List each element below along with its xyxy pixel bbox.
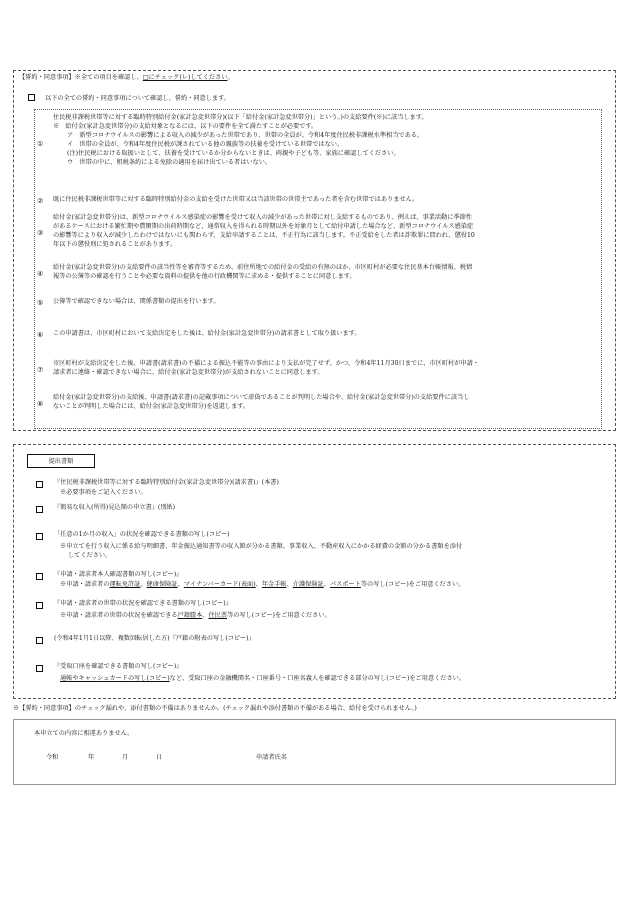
oath-items-box: ① 住民税非課税世帯等に対する臨時特別給付金(家計急変世帯分)(以下「給付金(家計急変世帯分)」という。)の支給要件(※)に該当します。 ※ 給付金(家計急変世帯分)の支給対象となるには、以下の要件を全て満たすことが必要です。 ア 新型コロナウイルスの影響による収入の減少があった世帯であり、世帯の全員が、令和4年度住民税非課税水準相当である。 イ 世帯の全員が、令和4年度住民税が課されている他の親族等の扶養を受けている世帯ではない。 (注)住民税における取扱いとして、扶養を受けているか分からないときは、両親や子ども等、家族に確認してください。 ウ 世帯の中に、租税条約による免除の適用を届け出ている者はいない。 ② 既に住民税非課税世帯等に対する臨時特別給付金の支給を受けた世帯又は当該世帯の世帯主であった者を含む世帯ではありません。 ③ 給付金(家計急変世帯分)は、新型コロナウイルス感染症の影響を受けて収入の減少があった世帯に対し支給するものであり、例えば、事業活動に季節性 があるケースにおける繁忙期や農閑期の出荷時期など、通常収入を得られる時期以外を対象月として給付申請した場合など、新型コロナウイルス感染症 の影響等により収入が減少したわけではないにも関わらず、支給申請することは、不正行為に該当します。不正受給をした者は詐欺罪に問われ、懲役10 年以下の懲役刑に処されることがあります。 ④ 給付金(家計急変世帯分)の支給要件の該当性等を審査等するため、前住所地での給付金の受給の有無のほか、市区町村が必要な住民基本台帳情報、税情 報等の公簿等の確認を行うことや必要な資料の提供を他の行政機関等に求める・提供することに同意します。 ⑤ 公簿等で確認できない場合は、関係書類の提出を行います。 ⑥ この申請書は、市区町村において支給決定をした後は、給付金(家計急変世帯分)の請求書として取り扱います。 ⑦ 市区町村が支給決定をした後、申請書(請求書)の不備による振込不能等の事由により支払が完了せず、かつ、令和4年11月30日までに、市区町村が申請・ 請求者に連絡・確認できない場合に、給付金(家計急変世帯分)が支給されないことに同意します。 ⑧ 給付金(家計急変世帯分)の支給後、申請書(請求書)の記載事項について虚偽であることが判明した場合や、給付金(家計急変世帯分)の支給要件に該当し ないことが判明した場合には、給付金(家計急変世帯分)を返還します。 [34, 109, 602, 429]
document-checkbox-2[interactable] [36, 506, 43, 513]
era-label: 令和 [46, 754, 59, 761]
month-label: 月 [122, 754, 129, 761]
documents-title: 提出書類 [27, 454, 95, 468]
documents-section: 提出書類 『住民税非課税世帯等に対する臨時特別給付金(家計急変世帯分)(請求書)』(本書) ※必要事項をご記入ください。 『簡易な収入(所得)見込額の申立書』(別紙) 「任意の1か月の収入」の状況を確認できる書類の写し(コピー) ※申立てを行う収入に係る給与明細書、年金振込通知書等の収入額が分かる書類、事業収入、不動産収入にかかる経費の金額の分かる書類を添付 してください。 『申請・請求者本人確認書類の写し(コピー)』 ※申請・請求者の運転免許証、健康保険証、マイナンバーカード(表面)、年金手帳、介護保険証、パスポート等の写し(コピー)をご用意ください。 『申請・請求者の世帯の状況を確認できる書類の写し(コピー)』 ※申請・請求者の世帯の状況を確認できる戸籍謄本、住民票等の写し(コピー)をご用意ください。 (令和4年1月1日以降、複数回転居した方)『戸籍の附表の写し(コピー)』 『受取口座を確認できる書類の写し(コピー)』 通帳やキャッシュカードの写し(コピー)など、受取口座の金融機関名・口座番号・口座名義人を確認できる部分の写し(コピー)をご用意ください。 [13, 444, 616, 699]
oath-section [13, 70, 616, 431]
document-checkbox-4[interactable] [36, 573, 43, 580]
document-checkbox-7[interactable] [36, 665, 43, 672]
declaration-box [13, 719, 616, 785]
oath-heading: 【誓約・同意事項】※全ての項目を確認し、□にチェック(レ)してください。 [19, 74, 234, 81]
agree-all-checkbox[interactable] [28, 94, 35, 101]
document-checkbox-3[interactable] [36, 533, 43, 540]
agree-all-row[interactable] [28, 94, 230, 104]
declaration-text: 本申立ての内容に相違ありません。 [34, 730, 134, 737]
day-label: 日 [156, 754, 163, 761]
year-label: 年 [88, 754, 95, 761]
document-checkbox-1[interactable] [36, 481, 43, 488]
agree-all-label: 以下の全ての誓約・同意事項について確認し、誓約・同意します。 [45, 95, 231, 102]
document-checkbox-6[interactable] [36, 637, 43, 644]
checklist-footnote: ※【誓約・同意事項】のチェック漏れや、添付書類の不備はありませんか。(チェック漏れや添付書類の不備がある場合、給付を受けられません。) [13, 705, 417, 712]
document-checkbox-5[interactable] [36, 602, 43, 609]
applicant-name-label: 申請者氏名 [256, 754, 287, 761]
